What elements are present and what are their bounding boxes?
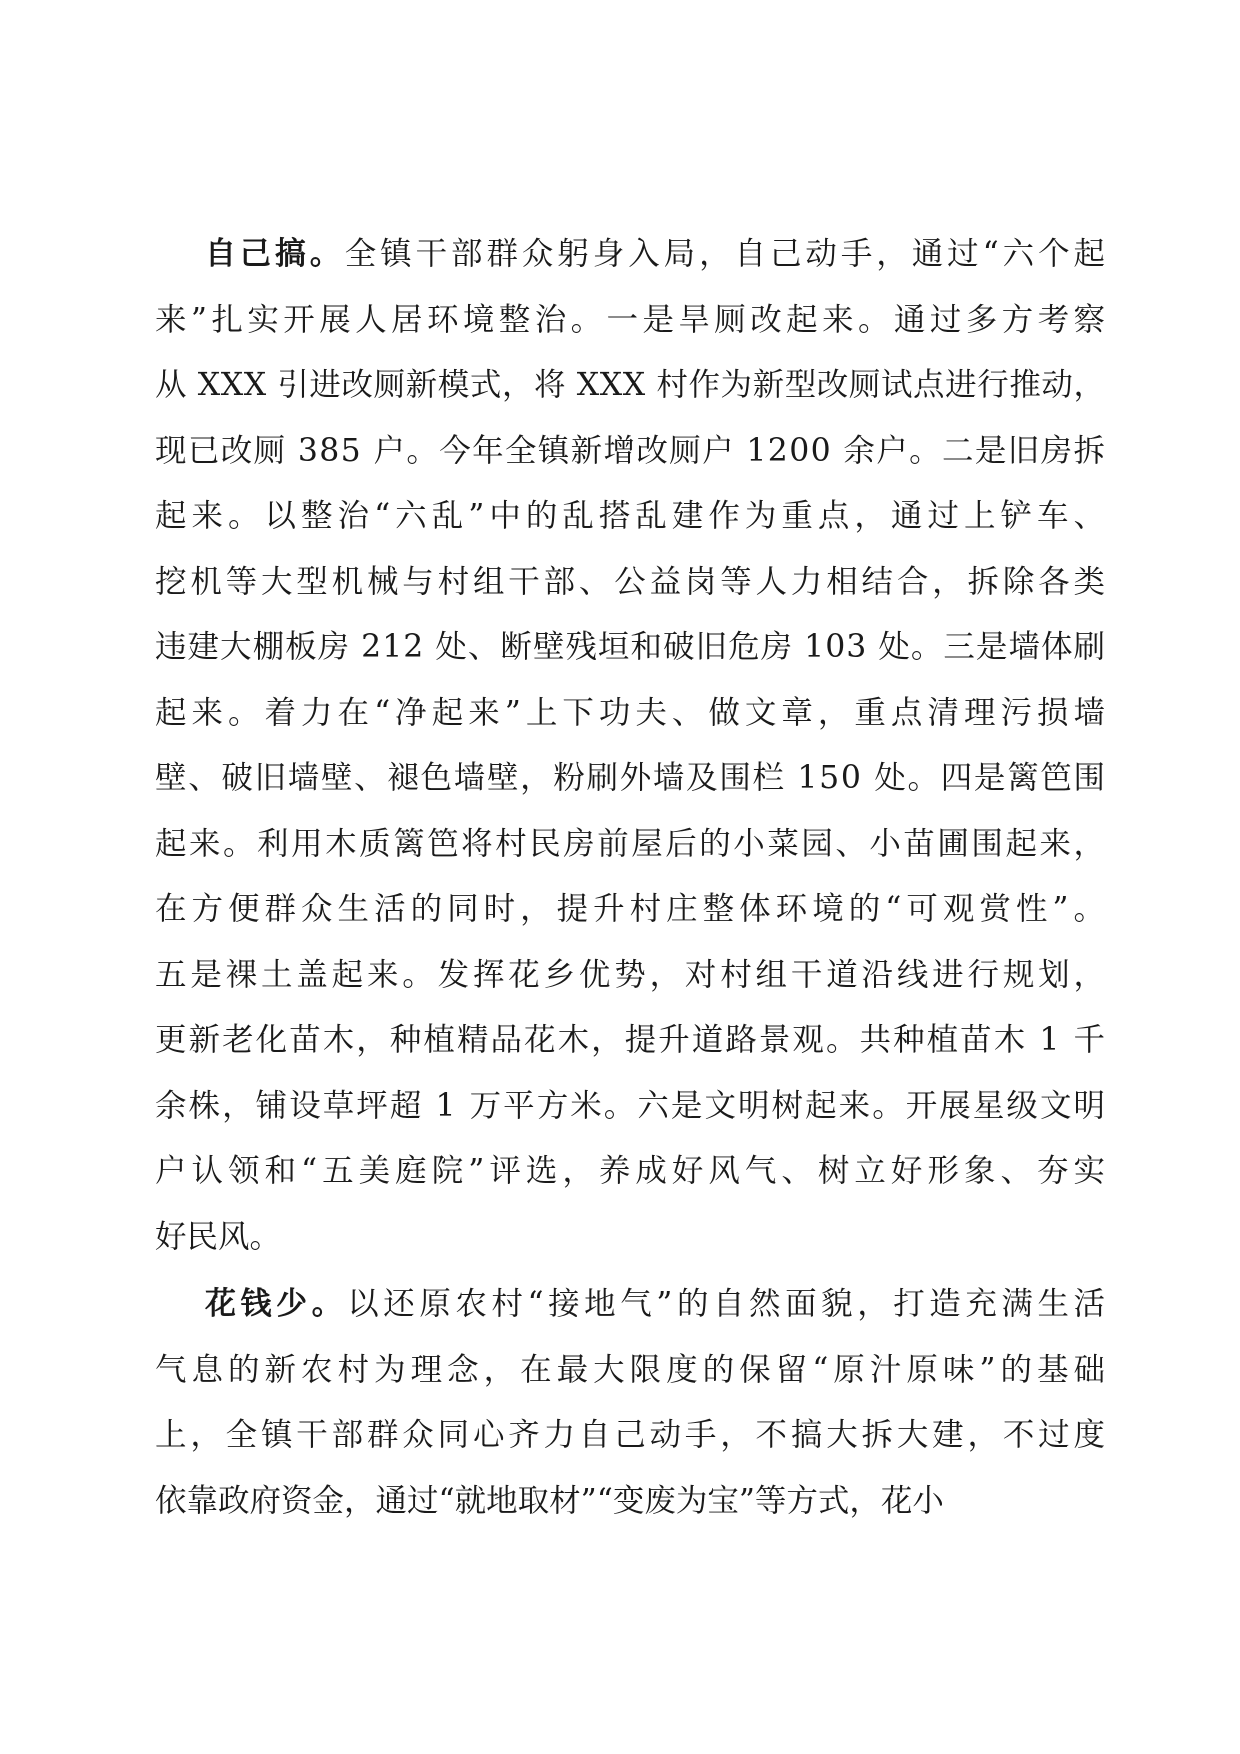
- paragraph-line: 挖机等大型机械与村组干部、公益岗等人力相结合，拆除各类: [155, 563, 1109, 600]
- paragraph-line: 户认领和“五美庭院”评选，养成好风气、树立好形象、夯实: [155, 1153, 1111, 1189]
- paragraph-line: 气息的新农村为理念，在最大限度的保留“原汁原味”的基础: [155, 1351, 1111, 1388]
- line-text: 全镇干部群众躬身入局，自己动手，通过“六个起: [344, 236, 1109, 272]
- paragraph-lead: 花钱少。: [205, 1286, 348, 1322]
- paragraph-line: 五是裸土盖起来。发挥花乡优势，对村组干道沿线进行规划，: [155, 956, 1109, 993]
- paragraph-zijigao: [155, 222, 1111, 1270]
- paragraph-line: [155, 1272, 1110, 1338]
- paragraph-line: 来”扎实开展人居环境整治。一是旱厕改起来。通过多方考察: [155, 301, 1110, 338]
- paragraph-line: 起来。利用木质篱笆将村民房前屋后的小菜园、小苗圃围起来，: [155, 825, 1108, 862]
- paragraph-lead: 自己搞。: [205, 236, 345, 272]
- paragraph-line: 从 XXX 引进改厕新模式，将 XXX 村作为新型改厕试点进行推动，: [155, 367, 1106, 403]
- paragraph-line: [155, 222, 1109, 288]
- paragraph-line: 余株，铺设草坪超 1 万平方米。六是文明树起来。开展星级文明: [155, 1087, 1108, 1124]
- line-text: 以还原农村“接地气”的自然面貌，打造充满生活: [347, 1286, 1110, 1322]
- paragraph-line: 好民风。: [155, 1218, 282, 1255]
- paragraph-line: 起来。着力在“净起来”上下功夫、做文章，重点清理污损墙: [155, 694, 1111, 731]
- paragraph-line: 上，全镇干部群众同心齐力自己动手，不搞大拆大建，不过度: [155, 1417, 1109, 1453]
- paragraph-line: 依靠政府资金，通过“就地取材”“变废为宝”等方式，花小: [155, 1482, 944, 1519]
- paragraph-line: 在方便群众生活的同时，提升村庄整体环境的“可观赏性”。: [155, 891, 1111, 927]
- paragraph-huaqianshao: [155, 1272, 1111, 1534]
- paragraph-line: 现已改厕 385 户。今年全镇新增改厕户 1200 余户。二是旧房拆: [155, 432, 1107, 469]
- paragraph-line: 壁、破旧墙壁、褪色墙壁，粉刷外墙及围栏 150 处。四是篱笆围: [155, 760, 1107, 796]
- paragraph-line: 违建大棚板房 212 处、断壁残垣和破旧危房 103 处。三是墙体刷: [155, 629, 1107, 665]
- paragraph-line: 更新老化苗木，种植精品花木，提升道路景观。共种植苗木 1 千: [155, 1022, 1108, 1058]
- paragraph-line: 起来。以整治“六乱”中的乱搭乱建作为重点，通过上铲车、: [155, 498, 1111, 534]
